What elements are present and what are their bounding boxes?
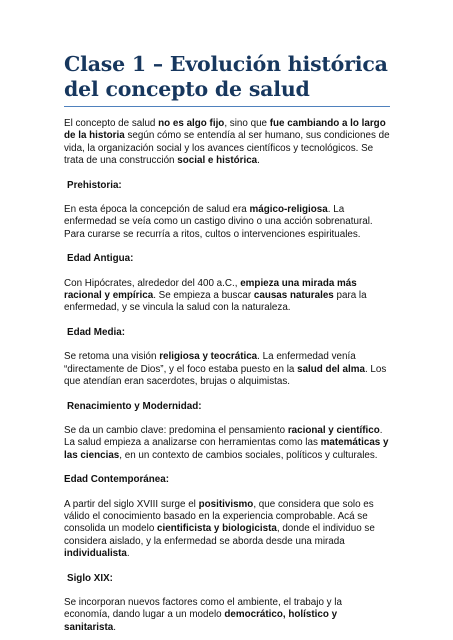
section-text-run: cientificista y biologicista bbox=[157, 523, 277, 535]
section-text-run: salud del alma bbox=[297, 363, 365, 375]
section-text-run: matemáticas y las ciencias bbox=[64, 437, 389, 461]
section-text-run: Con Hipócrates, alrededor del 400 a.C., bbox=[64, 277, 241, 289]
intro-run: , sino que bbox=[224, 118, 270, 129]
section-heading: Prehistoria: bbox=[67, 179, 122, 191]
intro-run: . bbox=[257, 155, 260, 167]
section-text-run: . La salud empieza a analizarse con herramientas como las bbox=[64, 424, 383, 449]
section-text-run: , que considera que solo es válido el conocimiento basado en la experiencia comprobable. Acá se consolida un modelo bbox=[64, 498, 374, 535]
sections-container bbox=[64, 180, 390, 635]
section-heading: Edad Media: bbox=[67, 326, 125, 338]
section-heading: Renacimiento y Modernidad: bbox=[67, 400, 202, 412]
section-text-run: , donde el individuo se considera aislado, y la enfermedad se aborda desde una mirada bbox=[64, 523, 375, 547]
section-text-run: individualista bbox=[64, 548, 127, 560]
section-paragraph bbox=[64, 597, 390, 634]
intro-run: según cómo se entendía al ser humano, sus condiciones de vida, la organización social y los avances científicos y tecnológicos. Se trata de una construcción bbox=[64, 130, 390, 167]
section-text-run: racional y científico bbox=[287, 424, 380, 436]
intro-run: fue cambiando a lo largo de la historia bbox=[64, 118, 386, 142]
section-text-run: positivismo bbox=[198, 498, 254, 510]
section-text-run: . Los que atendían eran sacerdotes, brujas o alquimistas. bbox=[64, 363, 387, 388]
intro-run: social e histórica bbox=[177, 155, 258, 167]
section-text-run: empieza una mirada más racional y empírica bbox=[64, 277, 357, 302]
section-paragraph bbox=[64, 499, 390, 561]
section-text-run: . Se empieza a buscar bbox=[153, 290, 254, 302]
section-text-run: para la enfermedad, y se vincula la salud con la naturaleza. bbox=[64, 290, 367, 314]
section-heading: Siglo XIX: bbox=[67, 572, 113, 584]
section-heading: Edad Contemporánea: bbox=[64, 474, 170, 486]
section-text-run: causas naturales bbox=[253, 290, 334, 302]
section-paragraph bbox=[64, 204, 390, 241]
section-text-run: democrático, holístico y sanitarista bbox=[64, 609, 338, 633]
intro-paragraph bbox=[64, 118, 390, 168]
intro-run: no es algo fijo bbox=[158, 118, 225, 129]
section-heading: Edad Antigua: bbox=[67, 253, 134, 265]
page-title: Clase 1 – Evolución histórica del concepto de salud bbox=[64, 52, 390, 107]
section-text-run: . La enfermedad se veía como un castigo divino o una acción sobrenatural. Para curarse se recurría a ritos, cultos o intervenciones espirituales. bbox=[64, 204, 373, 240]
section-text-run: Se retoma una visión bbox=[64, 351, 160, 363]
intro-run: El concepto de salud bbox=[64, 118, 159, 129]
section-paragraph bbox=[64, 351, 390, 388]
section-text-run: Se da un cambio clave: predomina el pensamiento bbox=[64, 424, 288, 436]
section-text-run: , en un contexto de cambios sociales, políticos y culturales. bbox=[119, 449, 378, 461]
section-text-run: mágico-religiosa bbox=[249, 204, 328, 216]
section-text-run: . bbox=[126, 548, 130, 560]
section-text-run: A partir del siglo XVIII surge el bbox=[64, 498, 199, 510]
section-text-run: Se incorporan nuevos factores como el ambiente, el trabajo y la economía, dando lugar a un modelo bbox=[64, 596, 342, 621]
section-text-run: . bbox=[113, 621, 116, 633]
section-text-run: En esta época la concepción de salud era bbox=[64, 204, 250, 216]
section-paragraph bbox=[64, 425, 390, 462]
section-text-run: religiosa y teocrática bbox=[159, 351, 258, 363]
section-paragraph bbox=[64, 278, 390, 315]
document-body bbox=[64, 118, 390, 634]
section-text-run: . La enfermedad venía “directamente de Dios”, y el foco estaba puesto en la bbox=[64, 351, 356, 375]
